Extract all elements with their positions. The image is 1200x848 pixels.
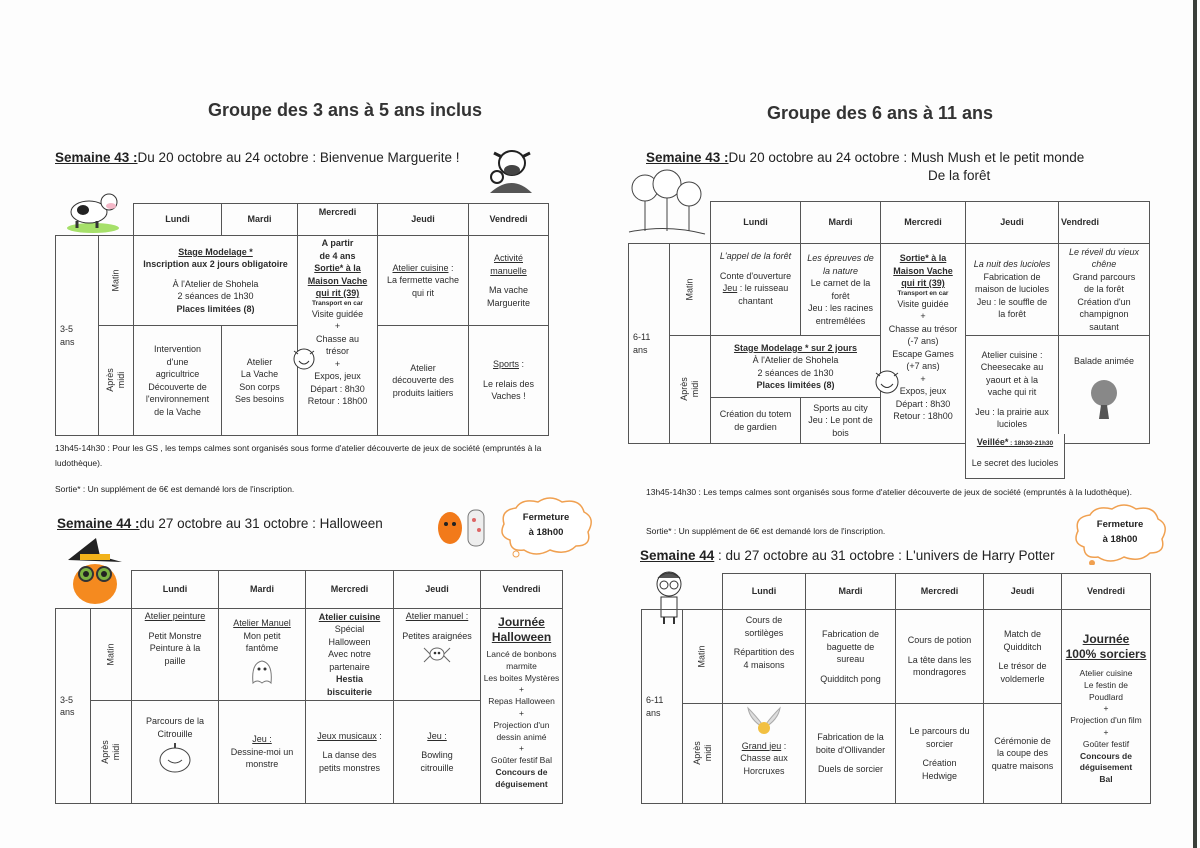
cell-lundi-am: Cours de sortilèges Répartition des 4 maisons: [723, 610, 806, 704]
spider-icon: [422, 642, 452, 666]
left-week44-table: [55, 570, 563, 804]
header-vendredi: Vendredi: [469, 204, 549, 236]
cell-lundi-pm: Parcours de la Citrouille: [132, 701, 219, 804]
closing-time-text: Fermeture à 18h00: [1096, 519, 1144, 545]
cell-mercredi-sortie: A partir de 4 ans Sortie* à la Maison Vache qui rit (39) Transport en car Visite guidée + Chasse au trésor + Expos, jeux Départ : 8h30 Retour : 18h00: [298, 236, 378, 436]
period-afternoon: Après midi: [670, 336, 711, 444]
cell-mercredi-sortie: Sortie* à la Maison Vache qui rit (39) Transport en car Visite guidée + Chasse au trésor (-7 ans) Escape Games (+7 ans) + Expos, jeux Départ : 8h30 Retour : 18h00: [881, 244, 966, 444]
pumpkin-icon: [157, 740, 193, 774]
left-week43-table: [55, 203, 549, 436]
header-jeudi: Jeudi: [394, 571, 481, 609]
week-text: du 27 octobre au 31 octobre : Halloween: [139, 516, 383, 531]
cell-mardi-am: Fabrication de baguette de sureau Quidditch pong: [806, 610, 896, 704]
week-label: Semaine 44 :: [57, 516, 140, 531]
header-mercredi: Mercredi: [881, 202, 966, 244]
cell-mardi-pm: Fabrication de la boite d'Ollivander Duels de sorcier: [806, 704, 896, 804]
period-morning: Matin: [91, 609, 132, 701]
header-mardi: Mardi: [806, 574, 896, 610]
period-afternoon: Après midi: [683, 704, 723, 804]
monsters-icon: [434, 500, 494, 550]
cell-vendredi-pm: Sports : Le relais des Vaches !: [469, 326, 549, 436]
week-label: Semaine 43 :: [55, 150, 138, 165]
cell-mercredi-pm: Jeux musicaux : La danse des petits monstres: [306, 701, 394, 804]
cell-mardi-pm: Jeu : Dessine-moi un monstre: [219, 701, 306, 804]
right-week44-heading: [640, 548, 1055, 563]
cell-stage-modelage: Stage Modelage * sur 2 jours À l'Atelier de Shohela 2 séances de 1h30 Places limitées (8): [711, 336, 881, 398]
age-group: 6-11 ans: [642, 610, 683, 804]
age-group: 3-5 ans: [56, 609, 91, 804]
right-week43-table: [628, 201, 1150, 444]
cell-mardi-am: Les épreuves de la nature Le carnet de la forêt Jeu : les racines entremêlées: [801, 244, 881, 336]
cell-mercredi-pm: Le parcours du sorcier Création Hedwige: [896, 704, 984, 804]
header-vendredi: Vendredi: [1059, 202, 1150, 244]
header-mardi: Mardi: [801, 202, 881, 244]
header-lundi: Lundi: [723, 574, 806, 610]
cell-mercredi-am: Atelier cuisine Spécial Halloween Avec notre partenaire Hestia biscuiterie: [306, 609, 394, 701]
cow-flower-icon: [486, 143, 534, 195]
week-text: Du 20 octobre au 24 octobre : Bienvenue Marguerite !: [137, 150, 460, 165]
header-mercredi: Mercredi: [298, 204, 378, 236]
cell-jeudi-am: Atelier cuisine : La fermette vache qui rit: [378, 236, 469, 326]
header-jeudi: Jeudi: [984, 574, 1062, 610]
right-week43-heading: [646, 150, 1084, 165]
header-lundi: Lundi: [134, 204, 222, 236]
right-week44-table: [641, 573, 1151, 804]
cell-lundi-pm: Intervention d'une agricultrice Découverte de l'environnement de la Vache: [134, 326, 222, 436]
week-label: Semaine 43 :: [646, 150, 729, 165]
age-group: 3-5 ans: [56, 236, 99, 436]
right-sortie-note: Sortie* : Un supplément de 6€ est demandé lors de l'inscription.: [646, 526, 886, 536]
left-calm-time-note: 13h45-14h30 : Pour les GS , les temps calmes sont organisés sous forme d'atelier découverte de jeux de société (empruntés à la ludothèque).: [55, 443, 542, 468]
cell-vendredi-am: Le réveil du vieux chêne Grand parcours de la forêt Création d'un champignon sautant: [1059, 244, 1150, 336]
header-lundi: Lundi: [132, 571, 219, 609]
age-group: 6-11 ans: [629, 244, 670, 444]
left-week44-heading: [57, 516, 383, 531]
golden-snitch-icon: [744, 706, 784, 736]
left-group-title: Groupe des 3 ans à 5 ans inclus: [207, 100, 483, 120]
header-mercredi: Mercredi: [896, 574, 984, 610]
cell-jeudi-pm: Cérémonie de la coupe des quatre maisons: [984, 704, 1062, 804]
cell-mardi-am: Atelier Manuel Mon petit fantôme: [219, 609, 306, 701]
cell-mardi-pm: Atelier La Vache Son corps Ses besoins: [222, 326, 298, 436]
right-week43-heading-line2: De la forêt: [928, 168, 991, 183]
cell-jeudi-am: La nuit des lucioles Fabrication de maison de lucioles Jeu : le souffle de la forêt: [966, 244, 1059, 336]
cell-mercredi-am: Cours de potion La tête dans les mondragores: [896, 610, 984, 704]
header-vendredi: Vendredi: [481, 571, 563, 609]
left-sortie-note: Sortie* : Un supplément de 6€ est demandé lors de l'inscription.: [55, 484, 295, 494]
header-mercredi: Mercredi: [306, 571, 394, 609]
period-afternoon: Après midi: [99, 326, 134, 436]
right-calm-time-note: 13h45-14h30 : Les temps calmes sont organisés sous forme d'atelier découverte de jeux de société (empruntés à la ludothèque).: [646, 487, 1132, 497]
veillee-box: Veillée* : 18h30-21h30 Le secret des lucioles: [965, 434, 1065, 479]
period-morning: Matin: [99, 236, 134, 326]
header-jeudi: Jeudi: [966, 202, 1059, 244]
header-lundi: Lundi: [711, 202, 801, 244]
header-vendredi: Vendredi: [1062, 574, 1151, 610]
ghost-icon: [247, 655, 277, 685]
cell-jeudi-am: Atelier manuel : Petites araignées: [394, 609, 481, 701]
period-afternoon: Après midi: [91, 701, 132, 804]
cell-mardi-pm: Sports au city Jeu : Le pont de bois: [801, 398, 881, 444]
week-text: Du 20 octobre au 24 octobre : Mush Mush et le petit monde: [728, 150, 1085, 165]
cell-vendredi-am: Activité manuelle Ma vache Marguerite: [469, 236, 549, 326]
cell-jeudi-pm: Jeu : Bowling citrouille: [394, 701, 481, 804]
page-edge: [1193, 0, 1197, 848]
left-week43-heading: [55, 150, 460, 165]
cell-vendredi-sorciers: Journée 100% sorciers Atelier cuisine Le festin de Poudlard + Projection d'un film + Goûter festif Concours de déguisement Bal: [1062, 610, 1151, 804]
period-morning: Matin: [683, 610, 723, 704]
period-morning: Matin: [670, 244, 711, 336]
header-jeudi: Jeudi: [378, 204, 469, 236]
closing-time-text: Fermeture à 18h00: [522, 512, 570, 538]
cell-jeudi-pm: Atelier cuisine : Cheesecake au yaourt et à la vache qui rit Jeu : la prairie aux lucioles: [966, 336, 1059, 444]
cell-vendredi-halloween: Journée Halloween Lancé de bonbons marmite Les boites Mystères + Repas Halloween + Projection d'un dessin animé + Goûter festif Bal Concours de déguisement: [481, 609, 563, 804]
laughing-cow-icon: [291, 345, 317, 371]
cell-jeudi-pm: Atelier découverte des produits laitiers: [378, 326, 469, 436]
right-group-title: Groupe des 6 ans à 11 ans: [766, 103, 994, 123]
cell-vendredi-pm: Balade animée: [1059, 336, 1150, 444]
header-mardi: Mardi: [219, 571, 306, 609]
cell-stage-modelage: Stage Modelage * Inscription aux 2 jours obligatoire À l'Atelier de Shohela 2 séances de 1h30 Places limitées (8): [134, 236, 298, 326]
week-text: : du 27 octobre au 31 octobre : L'univers de Harry Potter: [714, 548, 1055, 563]
cell-jeudi-am: Match de Quidditch Le trésor de voldemerle: [984, 610, 1062, 704]
cell-lundi-am: Atelier peinture Petit Monstre Peinture à la paille: [132, 609, 219, 701]
header-mardi: Mardi: [222, 204, 298, 236]
week-label: Semaine 44: [640, 548, 715, 563]
old-oak-tree-icon: [1084, 377, 1124, 421]
cell-lundi-pm: Création du totem de gardien: [711, 398, 801, 444]
laughing-cow-icon: [872, 366, 902, 396]
cell-lundi-pm: Grand jeu : Chasse aux Horcruxes: [723, 704, 806, 804]
cell-lundi-am: L'appel de la forêt Conte d'ouverture Jeu : le ruisseau chantant: [711, 244, 801, 336]
